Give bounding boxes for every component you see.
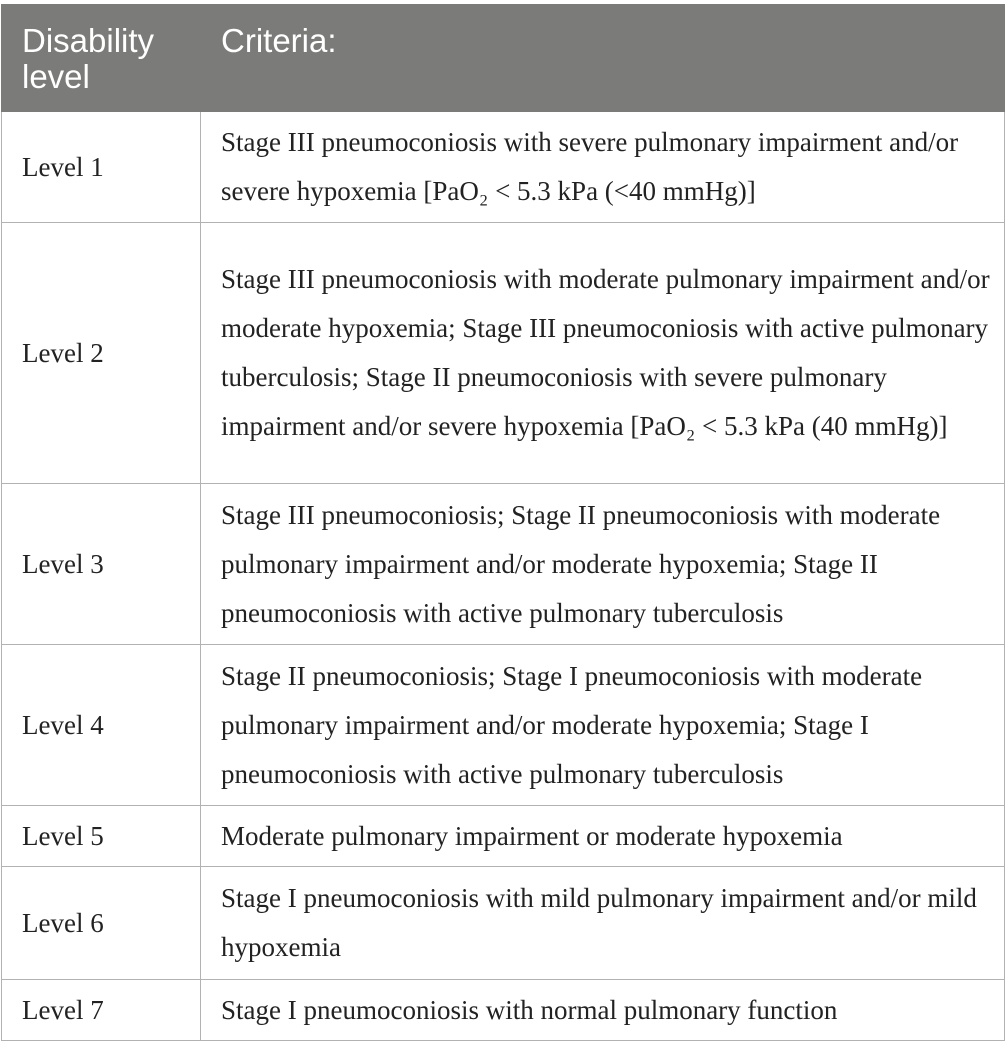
table-row [2,112,1005,223]
criteria-cell: Stage I pneumoconiosis with normal pulmonary function [201,980,1005,1041]
header-disability-level: Disability level [2,5,201,112]
table-row [2,484,1005,645]
criteria-cell: Stage III pneumoconiosis with moderate pulmonary impairment and/or moderate hypoxemia; Stage III pneumoconiosis with active pulmonary tuberculosis; Stage II pneumoconiosis with severe pulmonary impairment and/or severe hypoxemia [PaO₂ < 5.3 kPa (40 mmHg)] [201,223,1005,484]
table-row [2,980,1005,1041]
table-row [2,806,1005,867]
table-row [2,867,1005,980]
level-cell: Level 1 [2,112,201,223]
criteria-cell: Stage III pneumoconiosis; Stage II pneumoconiosis with moderate pulmonary impairment and/or moderate hypoxemia; Stage II pneumoconiosis with active pulmonary tuberculosis [201,484,1005,645]
level-cell: Level 6 [2,867,201,980]
table-header [2,5,1005,112]
level-cell: Level 3 [2,484,201,645]
table-row [2,223,1005,484]
criteria-cell: Stage III pneumoconiosis with severe pulmonary impairment and/or severe hypoxemia [PaO₂ < 5.3 kPa (<40 mmHg)] [201,112,1005,223]
table-row [2,645,1005,806]
level-cell: Level 5 [2,806,201,867]
level-cell: Level 2 [2,223,201,484]
header-criteria: Criteria: [201,5,1005,112]
level-cell: Level 7 [2,980,201,1041]
table-body [2,112,1005,1041]
header-row [2,5,1005,112]
criteria-cell: Moderate pulmonary impairment or moderate hypoxemia [201,806,1005,867]
criteria-cell: Stage I pneumoconiosis with mild pulmonary impairment and/or mild hypoxemia [201,867,1005,980]
level-cell: Level 4 [2,645,201,806]
disability-criteria-table [1,4,1005,1041]
criteria-cell: Stage II pneumoconiosis; Stage I pneumoconiosis with moderate pulmonary impairment and/or moderate hypoxemia; Stage I pneumoconiosis with active pulmonary tuberculosis [201,645,1005,806]
